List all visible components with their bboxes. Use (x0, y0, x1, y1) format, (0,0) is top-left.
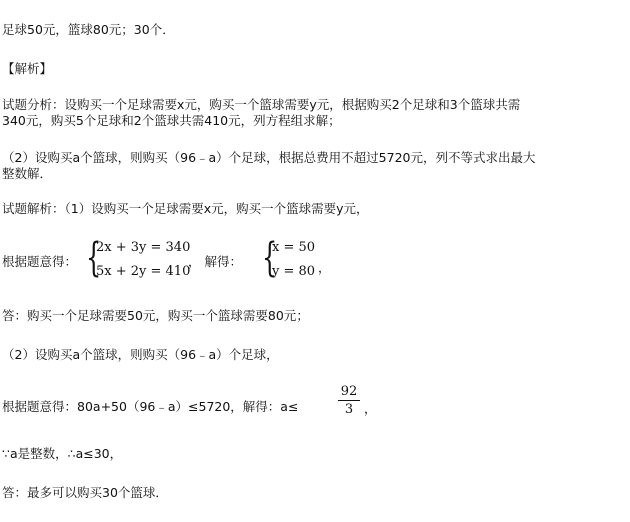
solution-y: y = 80 (272, 264, 316, 279)
fraction-numerator: 92 (340, 384, 358, 399)
section-title: 【解析】 (2, 61, 53, 76)
answer-1: 答：购买一个足球需要50元，购买一个篮球需要80元； (2, 308, 309, 323)
fraction-bar (338, 400, 360, 401)
solution-intro: 试题解析：（1）设购买一个足球需要x元，购买一个篮球需要y元， (2, 201, 369, 216)
equation-1: 2x + 3y = 340 (96, 240, 191, 255)
equation-system (86, 236, 196, 286)
trailing-comma: ， (318, 260, 331, 275)
by-meaning-label: 根据题意得： (2, 254, 78, 269)
analysis-line-3: （2）设购买a个篮球，则购买（96﹣a）个足球，根据总费用不超过5720元，列不等式求出最大 (2, 150, 536, 165)
inequality-line: 根据题意得：80a+50（96﹣a）≤5720，解得：a≤ (2, 399, 299, 414)
left-brace: { (86, 235, 102, 281)
left-brace: { (262, 235, 278, 281)
integer-note: ∵a是整数，∴a≤30， (2, 446, 123, 461)
solve-label: ， 解得： (188, 254, 242, 269)
analysis-line-1: 试题分析：设购买一个足球需要x元，购买一个篮球需要y元，根据购买2个足球和3个篮球共需 (2, 97, 521, 112)
fraction-denominator: 3 (344, 402, 354, 417)
analysis-line-4: 整数解． (2, 166, 53, 181)
equation-2: 5x + 2y = 410 (96, 264, 191, 279)
solution-system (262, 236, 322, 286)
part2-intro: （2）设购买a个篮球，则购买（96﹣a）个足球， (2, 347, 279, 362)
final-answer: 答：最多可以购买30个篮球． (2, 485, 168, 500)
fraction-92-over-3 (338, 384, 360, 417)
answer-summary: 足球50元，篮球80元；30个． (2, 22, 175, 37)
solution-x: x = 50 (272, 240, 316, 255)
inequality-suffix: ， (364, 401, 377, 416)
analysis-line-2: 340元，购买5个足球和2个篮球共需410元，列方程组求解； (2, 113, 341, 128)
